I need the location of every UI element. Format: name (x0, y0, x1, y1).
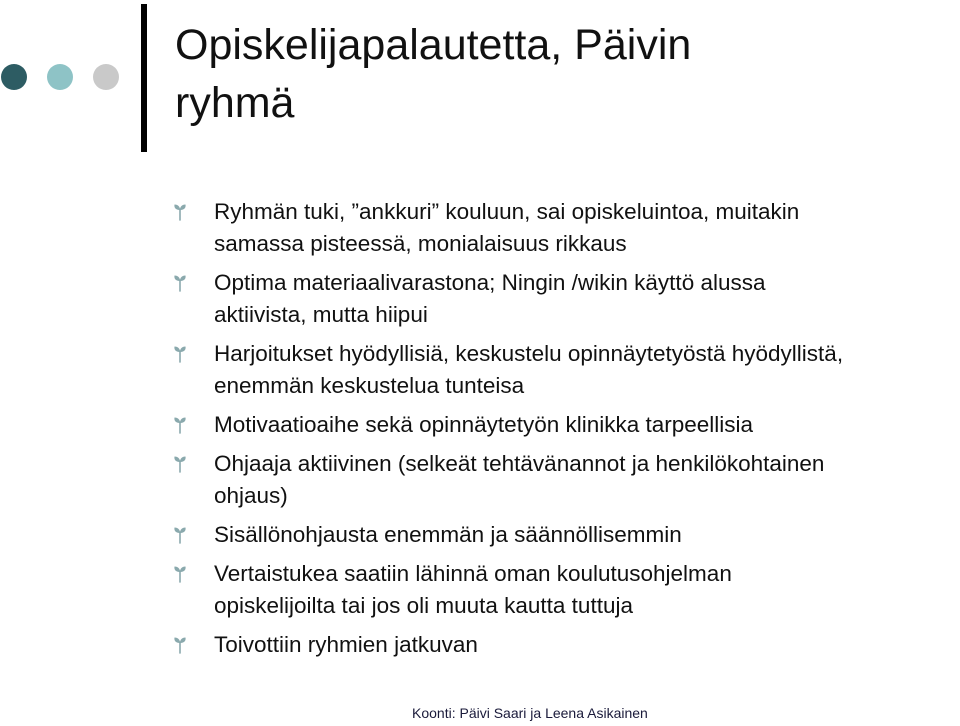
bullet-text-line-1: Harjoitukset hyödyllisiä, keskustelu opinnäytetyöstä hyödyllistä, (214, 341, 844, 366)
bullet-text-line-1: Motivaatioaihe sekä opinnäytetyön klinikka tarpeellisia (214, 412, 754, 437)
sprout-icon (172, 565, 188, 583)
bullet-text-line-1: Ryhmän tuki, ”ankkuri” kouluun, sai opiskeluintoa, muitakin (214, 199, 800, 224)
decor-dot-dark (1, 64, 27, 90)
bullet-item (172, 338, 952, 402)
bullet-item (172, 448, 952, 512)
slide-title-line-1: Opiskelijapalautetta, Päivin (175, 21, 692, 69)
bullet-item (172, 267, 952, 331)
bullet-item (172, 558, 952, 622)
dots-decoration (0, 64, 130, 92)
bullet-text-line-1: Sisällönohjausta enemmän ja säännöllisemmin (214, 522, 682, 547)
title-accent-bar (141, 4, 147, 152)
bullet-item (172, 196, 952, 260)
bullet-text-line-2: opiskelijoilta tai jos oli muuta kautta tuttuja (214, 593, 633, 618)
bullet-list (172, 196, 952, 668)
decor-dot-mid (47, 64, 73, 90)
bullet-item (172, 519, 952, 551)
sprout-icon (172, 274, 188, 292)
bullet-text-line-1: Ohjaaja aktiivinen (selkeät tehtävänannot ja henkilökohtainen (214, 451, 825, 476)
bullet-text-line-2: samassa pisteessä, monialaisuus rikkaus (214, 231, 627, 256)
sprout-icon (172, 455, 188, 473)
sprout-icon (172, 636, 188, 654)
bullet-text-line-2: ohjaus) (214, 483, 288, 508)
bullet-text-line-2: aktiivista, mutta hiipui (214, 302, 428, 327)
bullet-text-line-1: Optima materiaalivarastona; Ningin /wikin käyttö alussa (214, 270, 766, 295)
bullet-text-line-1: Toivottiin ryhmien jatkuvan (214, 632, 478, 657)
sprout-icon (172, 526, 188, 544)
bullet-item (172, 409, 952, 441)
source-credit: Koonti: Päivi Saari ja Leena Asikainen (412, 705, 648, 721)
slide-title-line-2: ryhmä (175, 79, 295, 127)
sprout-icon (172, 203, 188, 221)
decor-dot-light (93, 64, 119, 90)
bullet-item (172, 629, 952, 661)
bullet-text-line-2: enemmän keskustelua tunteisa (214, 373, 525, 398)
sprout-icon (172, 345, 188, 363)
sprout-icon (172, 416, 188, 434)
slide-title (175, 16, 915, 132)
bullet-text-line-1: Vertaistukea saatiin lähinnä oman koulutusohjelman (214, 561, 732, 586)
